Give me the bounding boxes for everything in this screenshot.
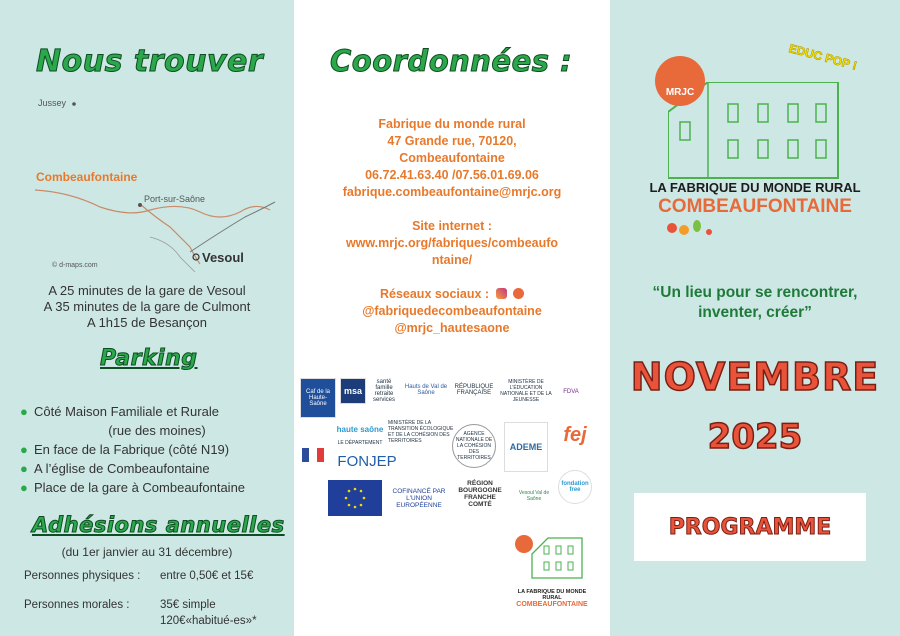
distance-culmont: A 35 minutes de la gare de Culmont	[43, 299, 251, 314]
map-label-vesoul: Vesoul	[202, 250, 244, 265]
left-panel	[0, 0, 294, 636]
distance-vesoul: A 25 minutes de la gare de Vesoul	[48, 283, 246, 298]
site-link-line2[interactable]: ntaine/	[431, 253, 473, 267]
map-label-combeaufontaine: Combeaufontaine	[36, 170, 138, 184]
haute-saone-sub: LE DÉPARTEMENT	[337, 440, 383, 446]
nous-trouver-title: Nous trouver	[36, 44, 264, 79]
year-title: 2025	[707, 417, 803, 457]
instagram-icon[interactable]	[496, 288, 507, 299]
adhesions-title: Adhésions annuelles	[32, 513, 285, 537]
caf-logo: Caf de la Haute-Saône	[300, 378, 336, 418]
org-name: Fabrique du monde rural	[378, 117, 526, 131]
adhesions-period: (du 1er janvier au 31 décembre)	[61, 545, 233, 559]
eu-flag-icon	[328, 480, 382, 516]
tagline	[610, 283, 900, 323]
flag-icon	[302, 448, 324, 462]
facebook-icon[interactable]	[513, 288, 524, 299]
parking-title: Parking	[100, 346, 198, 371]
fabrique-title: LA FABRIQUE DU MONDE RURAL	[649, 180, 861, 195]
map-credit: © d-maps.com	[52, 262, 98, 269]
fondation-free-logo: fondation free	[558, 470, 592, 504]
site-label: Site internet :	[412, 219, 492, 233]
partner-logos	[300, 372, 602, 522]
parking-list	[20, 402, 294, 497]
map-label-jussey: Jussey	[38, 98, 67, 108]
social-handle-instagram[interactable]: @mrjc_hautesaone	[394, 321, 510, 335]
vesoul-logo: Vesoul Val de Saône	[514, 478, 554, 514]
bullet-icon: ●	[20, 442, 28, 457]
fabrique-mini-logo	[510, 532, 594, 608]
tagline-line1: “Un lieu pour se rencontrer,	[652, 284, 858, 301]
hauts-val-saone-logo: Hauts de Val de Saône	[404, 376, 448, 404]
social-label: Réseaux sociaux :	[379, 287, 490, 301]
bullet-icon: ●	[20, 480, 28, 495]
msa-logo: msa	[340, 378, 366, 404]
fdva-logo: FDVA	[556, 382, 586, 402]
distance-besancon: A 1h15 de Besançon	[87, 315, 207, 330]
social-handle-facebook[interactable]: @fabriquedecombeaufontaine	[362, 304, 542, 318]
educ-pop-tag: EDUC POP !	[787, 41, 859, 73]
morales-value-simple: 35€ simple	[160, 599, 216, 611]
social-row	[294, 286, 610, 303]
msa-caption: santé famille retraite services	[368, 378, 400, 404]
anct-logo: AGENCE NATIONALE DE LA COHÉSION DES TERRITOIRES	[452, 424, 496, 468]
union-europeenne-text: COFINANCÉ PAR L'UNION EUROPÉENNE	[386, 480, 452, 516]
email-link[interactable]: fabrique.combeaufontaine@mrjc.org	[342, 185, 562, 199]
parking-item: ● A l’église de Combeaufontaine	[20, 461, 210, 476]
republique-logo: RÉPUBLIQUE FRANÇAISE	[452, 376, 496, 404]
parking-item: ● Place de la gare à Combeaufontaine	[20, 480, 246, 495]
morales-value-habitue: 120€«habitué-es»*	[160, 615, 257, 627]
parking-item: ● Côté Maison Familiale et Rurale	[20, 404, 219, 419]
contact-block	[294, 116, 610, 337]
physiques-label: Personnes physiques :	[24, 570, 141, 582]
republique-logo-2	[300, 444, 326, 466]
tagline-line2: inventer, créer”	[698, 304, 812, 321]
fej-logo: fej	[556, 414, 594, 456]
morales-label: Personnes morales :	[24, 599, 130, 611]
programme-box	[634, 493, 866, 561]
middle-panel	[294, 0, 610, 636]
region-bfc-logo: RÉGION BOURGOGNE FRANCHE COMTÉ	[456, 472, 504, 516]
fruit-decoration-icon	[664, 218, 724, 240]
bullet-icon: ●	[20, 461, 28, 476]
mrjc-logo: MRJC	[655, 56, 705, 106]
town: Combeaufontaine	[399, 151, 505, 165]
phone-numbers[interactable]: 06.72.41.63.40 /07.56.01.69.06	[365, 168, 539, 182]
street-address: 47 Grande rue, 70120,	[387, 134, 517, 148]
mini-logo-line1: LA FABRIQUE DU MONDE RURAL	[517, 589, 587, 601]
ministere-education-logo: MINISTÈRE DE L'ÉDUCATION NATIONALE ET DE LA JEUNESSE	[500, 376, 552, 406]
fabrique-place: COMBEAUFONTAINE	[658, 196, 852, 217]
fonjep-logo: FONJEP	[330, 450, 404, 472]
site-link-line1[interactable]: www.mrjc.org/fabriques/combeaufo	[345, 236, 559, 250]
map-label-port-sur-saone: Port-sur-Saône	[144, 194, 206, 204]
coordonnees-title: Coordonnées :	[330, 44, 573, 78]
location-map	[30, 92, 280, 277]
programme-label: PROGRAMME	[668, 514, 832, 540]
mini-logo-line2: COMBEAUFONTAINE	[516, 601, 588, 608]
physiques-value: entre 0,50€ et 15€	[160, 570, 254, 582]
ademe-logo: ADEME	[504, 422, 548, 472]
house-mini-icon	[510, 532, 594, 584]
ministere-transition-logo: MINISTÈRE DE LA TRANSITION ÉCOLOGIQUE ET DE LA COHÉSION DES TERRITOIRES	[388, 414, 454, 450]
haute-saone-logo: haute saône	[336, 416, 384, 442]
parking-item-note: (rue des moines)	[108, 423, 206, 438]
distances-block	[0, 283, 294, 331]
bullet-icon: ●	[20, 404, 28, 419]
parking-item: ● En face de la Fabrique (côté N19)	[20, 442, 230, 457]
month-title: NOVEMBRE	[630, 355, 880, 399]
